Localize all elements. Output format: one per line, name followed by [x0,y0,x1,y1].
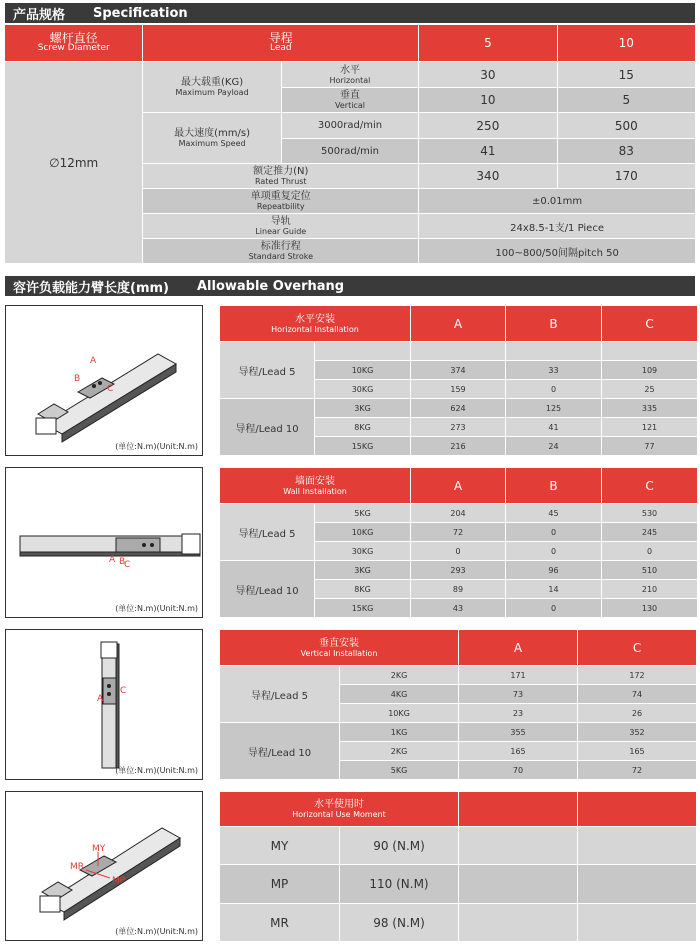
table-cell: 0 [411,542,505,560]
table-cell: 10KG [315,523,410,541]
vertical-title: 垂直安装 Vertical Installation [220,630,458,665]
table-cell [578,904,696,941]
speed-500-10: 83 [558,139,695,163]
table-cell [578,827,696,864]
table-cell: 25 [602,380,697,398]
table-cell: 172 [578,666,696,684]
col-b: B [506,468,601,503]
table-cell: 0 [506,599,601,617]
wall-table [219,467,698,618]
table-cell: 165 [578,742,696,760]
moment-value: 98 (N.M) [340,904,458,941]
lead-5-label: 导程/Lead 5 [220,342,314,398]
label-a: A [109,555,116,565]
table-cell: 273 [411,418,505,436]
moment-diagram [5,791,203,941]
col-a: A [459,630,577,665]
payload-label: 最大载重(KG) Maximum Payload [143,62,280,112]
table-cell: 374 [411,361,505,379]
table-cell: 624 [411,399,505,417]
table-cell: 89 [411,580,505,598]
stroke-value: 100~800/50间隔pitch 50 [419,239,695,263]
unit-note: (单位:N.m)(Unit:N.m) [115,604,198,613]
table-cell: 510 [602,561,697,579]
table-cell [459,827,577,864]
table-cell: 530 [602,504,697,522]
table-cell: 43 [411,599,505,617]
col-c: C [602,468,697,503]
table-cell [459,904,577,941]
horizontal-table [219,305,698,456]
label-c: C [120,686,127,696]
col-a: A [411,468,505,503]
repeat-value: ±0.01mm [419,189,695,213]
stroke-label: 标准行程 Standard Stroke [143,239,418,263]
lead-5-header: 5 [419,25,556,61]
overhang-bar-en: Allowable Overhang [196,278,345,294]
label-b: B [74,374,81,384]
payload-v-10: 5 [558,88,695,112]
repeat-label: 单项重复定位 Repeatbility [143,189,418,213]
table-cell: 72 [578,761,696,779]
table-cell: 10KG [340,704,458,722]
table-cell: 14 [506,580,601,598]
table-cell: 204 [411,504,505,522]
table-cell: 8KG [315,418,410,436]
col-c: C [578,630,696,665]
rpm-3000-label: 3000rad/min [282,113,418,138]
table-cell: 165 [459,742,577,760]
table-cell: 0 [602,542,697,560]
table-cell: 5KG [315,504,410,522]
moment-name: MY [220,827,339,864]
table-cell: 33 [506,361,601,379]
label-a: A [97,694,104,704]
table-cell: 352 [578,723,696,741]
vertical-actuator-illustration [6,630,202,779]
horizontal-title: 水平安装 Horizontal Installation [220,306,410,341]
spec-bar-cn: 产品规格 [13,7,66,23]
table-cell: 5KG [340,761,458,779]
label-b: B [119,557,126,567]
lead-5-label: 导程/Lead 5 [220,666,339,722]
table-cell: 335 [602,399,697,417]
rpm-500-label: 500rad/min [282,139,418,163]
wall-diagram [5,467,203,618]
moment-table [219,791,697,942]
lead-10-header: 10 [558,25,695,61]
overhang-section-bar [5,276,695,296]
overhang-bar-cn: 容许负载能力臂长度(mm) [13,280,169,296]
table-cell: 210 [602,580,697,598]
table-cell: 1KG [340,723,458,741]
guide-label: 导轨 Linear Guide [143,214,418,238]
moment-actuator-illustration [6,792,202,940]
table-cell [315,342,410,360]
horizontal-label: 水平 Horizontal [282,62,418,87]
table-cell: 24 [506,437,601,455]
table-cell: 171 [459,666,577,684]
spec-section-bar [5,3,695,23]
speed-3000-5: 250 [419,113,556,138]
table-cell: 2KG [340,742,458,760]
table-cell: 15KG [315,599,410,617]
table-cell: 96 [506,561,601,579]
unit-note: (单位:N.m)(Unit:N.m) [115,766,198,775]
table-cell: 8KG [315,580,410,598]
horizontal-actuator-illustration [6,306,202,455]
col-c: C [602,306,697,341]
screw-diameter-header: 螺杆直径 Screw Diameter [5,25,142,61]
label-mp: MP [112,876,126,886]
table-cell: 45 [506,504,601,522]
wall-title: 墙面安装 Wall Installation [220,468,410,503]
table-cell: 216 [411,437,505,455]
table-cell: 355 [459,723,577,741]
label-my: MY [92,844,106,854]
moment-name: MP [220,865,339,903]
table-cell: 77 [602,437,697,455]
table-cell: 70 [459,761,577,779]
table-cell: 130 [602,599,697,617]
table-cell: 125 [506,399,601,417]
vertical-diagram [5,629,203,780]
table-cell: 3KG [315,561,410,579]
vertical-table [219,629,697,780]
moment-header-empty [578,792,696,826]
moment-header-empty [459,792,577,826]
diameter-cell: ∅12mm [5,62,142,263]
table-cell: 10KG [315,361,410,379]
wall-actuator-illustration [6,468,202,617]
vertical-label: 垂直 Vertical [282,88,418,112]
table-cell: 30KG [315,380,410,398]
spec-bar-en: Specification [93,5,188,21]
table-cell: 0 [506,523,601,541]
table-cell: 30KG [315,542,410,560]
table-cell: 4KG [340,685,458,703]
unit-note: (单位:N.m)(Unit:N.m) [115,442,198,451]
speed-3000-10: 500 [558,113,695,138]
table-cell: 0 [506,542,601,560]
table-cell: 74 [578,685,696,703]
table-cell: 0 [506,380,601,398]
lead-header: 导程 Lead [143,25,418,61]
thrust-10: 170 [558,164,695,188]
table-cell: 109 [602,361,697,379]
moment-value: 90 (N.M) [340,827,458,864]
horizontal-diagram [5,305,203,456]
lead-10-label: 导程/Lead 10 [220,399,314,455]
table-cell: 159 [411,380,505,398]
table-cell [459,865,577,903]
table-cell [506,342,601,360]
table-cell: 2KG [340,666,458,684]
label-c: C [107,384,114,394]
table-cell [578,865,696,903]
label-c: C [124,560,131,570]
table-cell: 15KG [315,437,410,455]
payload-h-5: 30 [419,62,556,87]
lead-5-label: 导程/Lead 5 [220,504,314,560]
payload-h-10: 15 [558,62,695,87]
table-cell: 41 [506,418,601,436]
moment-name: MR [220,904,339,941]
table-cell: 293 [411,561,505,579]
table-cell: 73 [459,685,577,703]
table-cell: 26 [578,704,696,722]
table-cell: 121 [602,418,697,436]
payload-v-5: 10 [419,88,556,112]
speed-label: 最大速度(mm/s) Maximum Speed [143,113,280,163]
table-cell: 23 [459,704,577,722]
spec-table [4,24,696,264]
label-a: A [90,356,97,366]
lead-10-label: 导程/Lead 10 [220,723,339,779]
thrust-5: 340 [419,164,556,188]
col-a: A [411,306,505,341]
table-cell: 245 [602,523,697,541]
speed-500-5: 41 [419,139,556,163]
table-cell: 3KG [315,399,410,417]
lead-10-label: 导程/Lead 10 [220,561,314,617]
table-cell [602,342,697,360]
moment-title: 水平使用时 Horizontal Use Moment [220,792,458,826]
label-mr: MR [70,862,85,872]
moment-value: 110 (N.M) [340,865,458,903]
table-cell [411,342,505,360]
guide-value: 24x8.5-1支/1 Piece [419,214,695,238]
unit-note: (单位:N.m)(Unit:N.m) [115,927,198,936]
table-cell: 72 [411,523,505,541]
col-b: B [506,306,601,341]
thrust-label: 额定推力(N) Rated Thrust [143,164,418,188]
